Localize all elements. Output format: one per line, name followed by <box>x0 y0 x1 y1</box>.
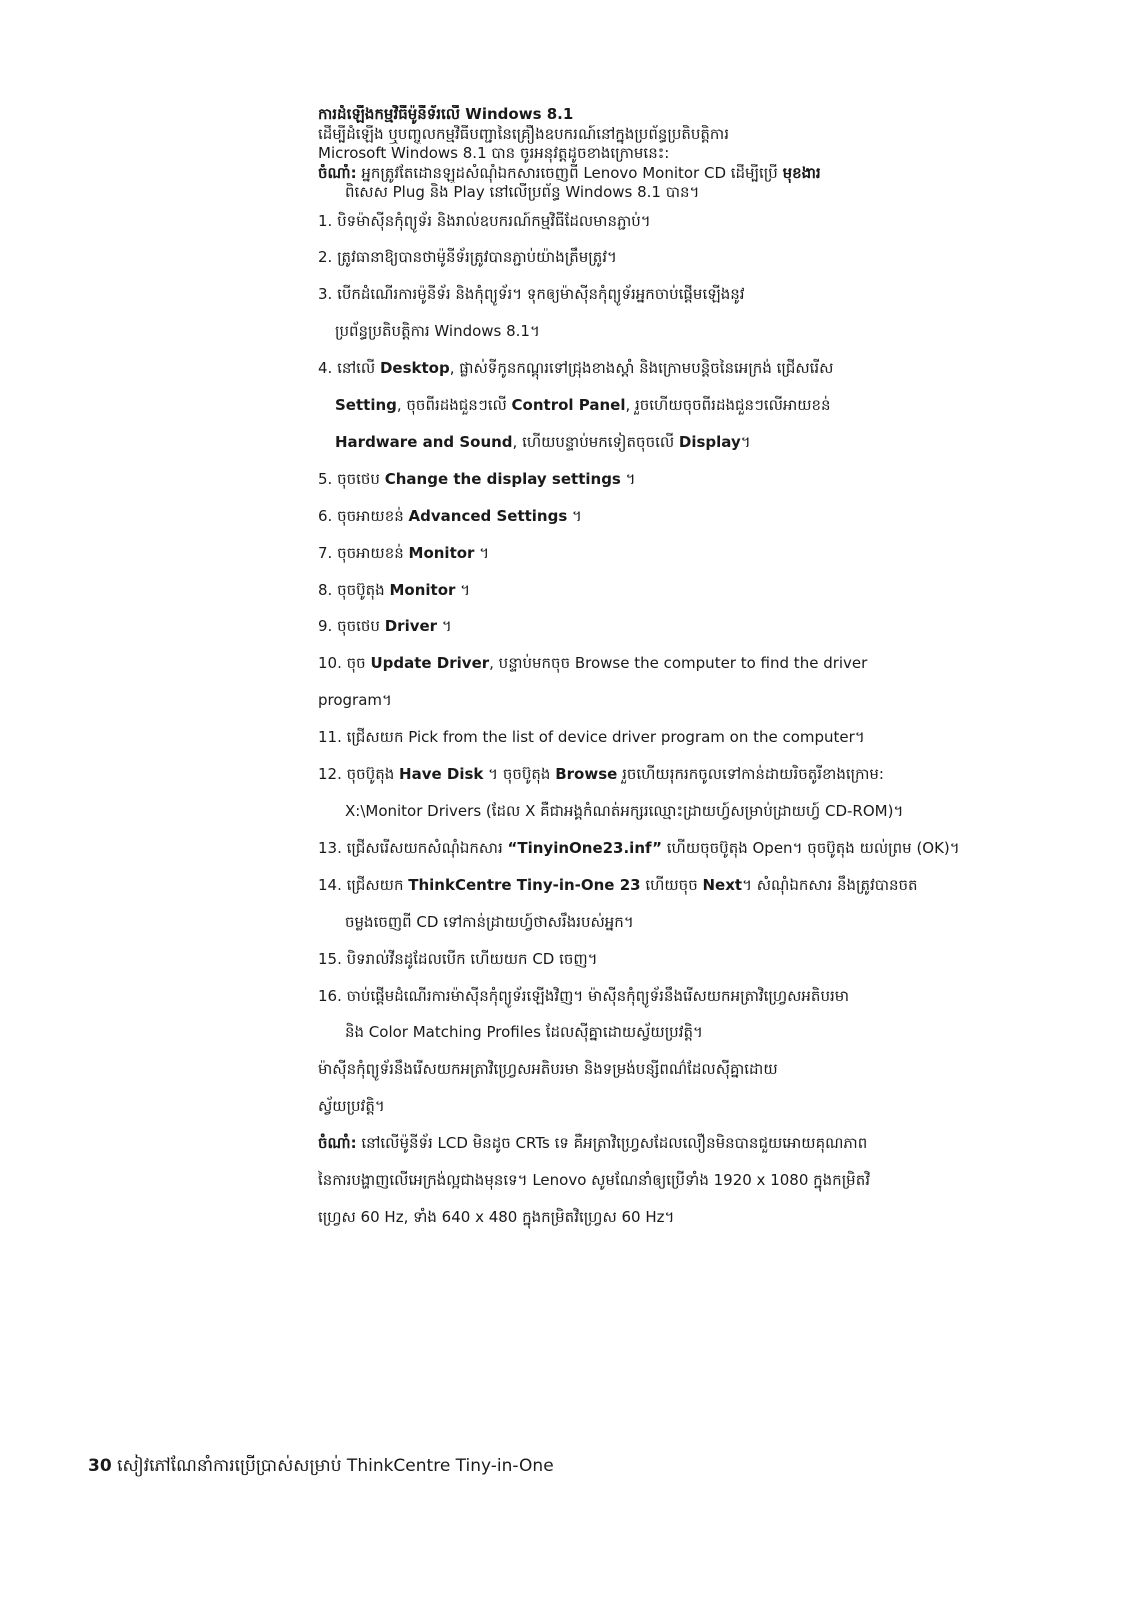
note-text: អ្នកត្រូវតែដោនឡូដសំណុំឯកសារចេញពី Lenovo Monitor CD ដើម្បីប្រើ <box>356 163 783 182</box>
step-15 <box>318 941 1118 978</box>
step-text: ។ <box>567 506 582 525</box>
step-text: ហើយចុច <box>640 875 703 894</box>
step-text: ត្រូវធានាឱ្យបានថាម៉ូនីទ័រត្រូវបានភ្ជាប់យ៉ាងត្រឹមត្រូវ។ <box>337 248 617 267</box>
note-label: ចំណាំ: <box>318 1134 357 1153</box>
step-ui-term: Have Disk <box>399 765 484 784</box>
step-ui-term: Monitor <box>389 580 456 599</box>
step-10-continued <box>318 682 1118 719</box>
paragraph-line: ស្វ័យប្រវត្តិ។ <box>318 1097 385 1116</box>
step-ui-term: Update Driver <box>370 654 490 673</box>
step-number: 11. <box>318 728 342 747</box>
step-number: 6. <box>318 506 333 525</box>
step-ui-term: Hardware and Sound <box>335 432 513 451</box>
step-text: រួចហើយរុករកចូលទៅកាន់ដាយរិចតូរីខាងក្រោម: <box>617 765 884 784</box>
step-ui-term: Display <box>678 432 741 451</box>
steps-list <box>318 203 1118 1236</box>
step-1 <box>318 203 1118 240</box>
step-7 <box>318 535 1118 572</box>
intro-line: Microsoft Windows 8.1 បាន ចូរអនុវត្តដូចខាងក្រោមនេះ: <box>318 144 670 162</box>
step-text: ចម្លងចេញពី CD ទៅកាន់ដ្រាយហ្វ៍ថាសរឹងរបស់អ្នក។ <box>345 912 634 931</box>
step-14-continued <box>318 904 1118 941</box>
section-header <box>318 105 1118 203</box>
step-file-name: “TinyinOne23.inf” <box>507 838 663 857</box>
step-number: 10. <box>318 654 342 673</box>
step-text: ហើយចុចប៊ូតុង Open។ ចុចប៊ូតុង យល់ព្រម (OK)។ <box>662 838 960 857</box>
note-line <box>318 1125 1118 1162</box>
step-text: ។ សំណុំឯកសារ នឹងត្រូវបានចត <box>742 875 918 894</box>
step-number: 5. <box>318 469 333 488</box>
step-10 <box>318 645 1118 682</box>
step-ui-term: Monitor <box>408 543 475 562</box>
step-text: ។ <box>740 432 751 451</box>
step-text: ។ <box>455 580 471 599</box>
step-ui-term: Next <box>702 875 743 894</box>
step-4-continued <box>318 387 1118 424</box>
step-text: , រួចហើយចុចពីរដងជួនៗលើអាយខន់ <box>625 396 831 415</box>
step-text: , ចុចពីរដងជួនៗលើ <box>396 396 512 415</box>
step-number: 2. <box>318 248 333 267</box>
step-text: ។ <box>437 617 452 636</box>
page-content <box>318 105 1118 1236</box>
step-text: ចុចប៊ូតុង <box>346 765 400 784</box>
step-text: , ផ្លាស់ទីកូនកណ្តុរទៅជ្រុងខាងស្តាំ និងក្រោមបន្តិចនៃអេក្រង់ ជ្រើសរើស <box>449 359 834 378</box>
step-number: 1. <box>318 211 333 230</box>
step-number: 14. <box>318 875 342 894</box>
step-text: ជ្រើសយក <box>346 875 409 894</box>
intro-line: ដើម្បីដំឡើង ឬបញ្ចូលកម្មវិធីបញ្ជានៃគ្រឿងឧបករណ៍នៅក្នុងប្រព័ន្ធប្រតិបត្តិការ <box>318 124 729 143</box>
step-ui-term: Advanced Settings <box>408 506 568 525</box>
step-text: , បន្ទាប់មកចុច Browse the computer to find the driver <box>489 654 868 673</box>
note-line: នៃការបង្ហាញលើអេក្រង់ល្អជាងមុនទេ។ Lenovo សូមណែនាំឲ្យប្រើទាំង 1920 x 1080 ក្នុងកម្រិតវិ <box>318 1171 870 1190</box>
footer-title: សៀវភៅណែនាំការប្រើប្រាស់សម្រាប់ ThinkCentre Tiny-in-One <box>111 1456 554 1476</box>
paragraph-line: ម៉ាស៊ីនកុំព្យូទ័រនឹងរើសយកអត្រាវិហ្វ្រេសអតិបរមា និងទម្រង់បន្សីពណ៌ដែលស៊ីគ្នាដោយ <box>318 1060 778 1079</box>
step-number: 12. <box>318 765 342 784</box>
step-4-continued <box>318 424 1118 461</box>
step-text: ចុចថេប <box>337 617 385 636</box>
step-text: ប្រព័ន្ធប្រតិបត្តិការ Windows 8.1។ <box>335 322 540 341</box>
step-text: ។ <box>620 469 636 488</box>
step-text: បិទរាល់វីនដូដែលបើក ហើយយក CD ចេញ។ <box>346 949 598 968</box>
step-3-continued <box>318 313 1118 350</box>
step-text: X:\Monitor Drivers (ដែល X គឺជាអង្គកំណត់អក្សរឈ្មោះដ្រាយហ្វ៍សម្រាប់ដ្រាយហ្វ៍ CD-ROM)។ <box>345 802 904 820</box>
step-4 <box>318 350 1118 387</box>
note-line: ហ្វ្រេស 60 Hz, ទាំង 640 x 480 ក្នុងកម្រិតវិហ្វ្រេស 60 Hz។ <box>318 1207 675 1226</box>
step-9 <box>318 608 1118 645</box>
note-line <box>318 164 1118 184</box>
section-title: ការដំឡើងកម្មវិធីម៉ូនីទ័រលើ Windows 8.1 <box>318 105 574 123</box>
note-label: ចំណាំ: <box>318 163 357 182</box>
step-ui-term: Change the display settings <box>384 469 621 488</box>
step-text: និង Color Matching Profiles ដែលស៊ីគ្នាដោយស្វ័យប្រវត្តិ។ <box>345 1023 703 1042</box>
step-number: 15. <box>318 949 342 968</box>
step-ui-term: Desktop <box>379 359 450 378</box>
step-text: បើកដំណើរការម៉ូនីទ័រ និងកុំព្យូទ័រ។ ទុកឲ្យម៉ាស៊ីនកុំព្យូទ័រអ្នកចាប់ផ្តើមឡើងនូវ <box>337 285 745 304</box>
step-ui-term: Browse <box>555 765 618 784</box>
step-12 <box>318 756 1118 793</box>
step-number: 3. <box>318 285 333 304</box>
page-number: 30 <box>88 1456 112 1476</box>
step-6 <box>318 498 1118 535</box>
step-text: បិទម៉ាស៊ីនកុំព្យូទ័រ និងរាល់ឧបករណ៍កម្មវិធីដែលមានភ្ជាប់។ <box>337 211 651 230</box>
step-ui-term: ThinkCentre Tiny-in-One 23 <box>408 875 641 894</box>
step-number: 4. <box>318 359 333 378</box>
step-text: ចាប់ផ្តើមដំណើរការម៉ាស៊ីនកុំព្យូទ័រឡើងវិញ។ ម៉ាស៊ីនកុំព្យូទ័រនឹងរើសយកអត្រាវិហ្វ្រេសអតិបរមា <box>346 986 850 1005</box>
step-2 <box>318 239 1118 276</box>
step-text: ចុចអាយខន់ <box>337 543 409 562</box>
step-14 <box>318 867 1118 904</box>
page-footer <box>88 1454 554 1478</box>
step-8 <box>318 572 1118 609</box>
step-text: ជ្រើសរើសយកសំណុំឯកសារ <box>346 838 508 857</box>
step-ui-term: Setting <box>335 396 397 415</box>
step-3 <box>318 276 1118 313</box>
step-number: 8. <box>318 580 333 599</box>
note-line: ពិសេស Plug និង Play នៅលើប្រព័ន្ធ Windows 8.1 បាន។ <box>345 183 700 201</box>
note-text: នៅលើម៉ូនីទ័រ LCD មិនដូច CRTs ទេ គឺអត្រាវិហ្វ្រេសដែលលឿនមិនបានជួយអោយគុណភាព <box>356 1134 868 1153</box>
step-number: 16. <box>318 986 342 1005</box>
step-text: នៅលើ <box>337 359 380 378</box>
step-number: 9. <box>318 617 333 636</box>
step-13 <box>318 830 1118 867</box>
step-16-continued <box>318 1014 1118 1051</box>
step-12-continued <box>318 793 1118 830</box>
step-text: ជ្រើសយក Pick from the list of device driver program on the computer។ <box>346 728 865 747</box>
step-text: ។ <box>474 543 490 562</box>
step-text: ចុច <box>346 654 371 673</box>
step-11 <box>318 719 1118 756</box>
step-ui-term: Driver <box>384 617 438 636</box>
step-text: ។ ចុចប៊ូតុង <box>483 765 556 784</box>
step-number: 13. <box>318 838 342 857</box>
step-number: 7. <box>318 543 333 562</box>
step-16 <box>318 978 1118 1015</box>
step-text: ចុចថេប <box>337 469 385 488</box>
step-ui-term: Control Panel <box>511 396 626 415</box>
step-text: , ហើយបន្ទាប់មកទៀតចុចលើ <box>512 432 679 451</box>
note-bold-text: មុខងារ <box>782 163 821 182</box>
step-text: ចុចប៊ូតុង <box>337 580 390 599</box>
step-5 <box>318 461 1118 498</box>
step-text: program។ <box>318 691 392 710</box>
step-text: ចុចអាយខន់ <box>337 506 409 525</box>
